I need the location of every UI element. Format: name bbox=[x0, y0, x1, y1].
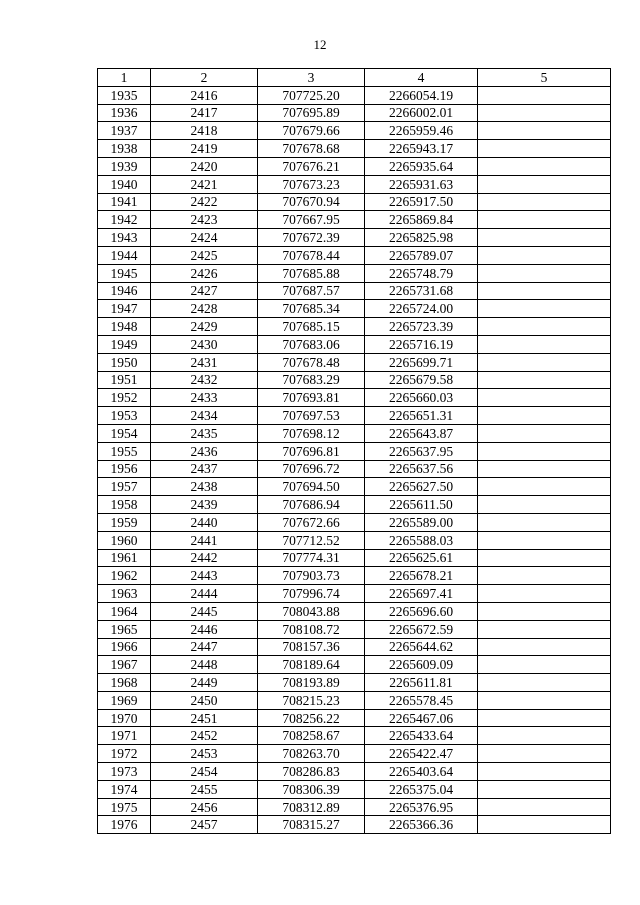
y-coordinate-cell: 2265611.81 bbox=[365, 674, 478, 692]
note-cell bbox=[478, 122, 611, 140]
x-coordinate-cell: 707996.74 bbox=[258, 585, 365, 603]
point-number-cell: 2423 bbox=[151, 211, 258, 229]
y-coordinate-cell: 2265588.03 bbox=[365, 531, 478, 549]
y-coordinate-cell: 2265672.59 bbox=[365, 620, 478, 638]
point-number-cell: 2422 bbox=[151, 193, 258, 211]
row-number-cell: 1971 bbox=[98, 727, 151, 745]
x-coordinate-cell: 707685.34 bbox=[258, 300, 365, 318]
note-cell bbox=[478, 229, 611, 247]
note-cell bbox=[478, 140, 611, 158]
row-number-cell: 1946 bbox=[98, 282, 151, 300]
note-cell bbox=[478, 531, 611, 549]
point-number-cell: 2436 bbox=[151, 442, 258, 460]
x-coordinate-cell: 707693.81 bbox=[258, 389, 365, 407]
table-row bbox=[98, 585, 611, 603]
table-body bbox=[98, 86, 611, 833]
y-coordinate-cell: 2265724.00 bbox=[365, 300, 478, 318]
note-cell bbox=[478, 389, 611, 407]
row-number-cell: 1942 bbox=[98, 211, 151, 229]
point-number-cell: 2417 bbox=[151, 104, 258, 122]
row-number-cell: 1958 bbox=[98, 496, 151, 514]
note-cell bbox=[478, 86, 611, 104]
row-number-cell: 1956 bbox=[98, 460, 151, 478]
x-coordinate-cell: 707670.94 bbox=[258, 193, 365, 211]
x-coordinate-cell: 707672.66 bbox=[258, 513, 365, 531]
row-number-cell: 1962 bbox=[98, 567, 151, 585]
x-coordinate-cell: 708043.88 bbox=[258, 602, 365, 620]
x-coordinate-cell: 707712.52 bbox=[258, 531, 365, 549]
point-number-cell: 2426 bbox=[151, 264, 258, 282]
point-number-cell: 2435 bbox=[151, 424, 258, 442]
note-cell bbox=[478, 442, 611, 460]
row-number-cell: 1936 bbox=[98, 104, 151, 122]
table-row bbox=[98, 620, 611, 638]
y-coordinate-cell: 2265433.64 bbox=[365, 727, 478, 745]
table-row bbox=[98, 175, 611, 193]
row-number-cell: 1970 bbox=[98, 709, 151, 727]
x-coordinate-cell: 708286.83 bbox=[258, 763, 365, 781]
table-row bbox=[98, 122, 611, 140]
point-number-cell: 2449 bbox=[151, 674, 258, 692]
table-row bbox=[98, 638, 611, 656]
x-coordinate-cell: 707696.81 bbox=[258, 442, 365, 460]
note-cell bbox=[478, 727, 611, 745]
table-row bbox=[98, 780, 611, 798]
x-coordinate-cell: 708256.22 bbox=[258, 709, 365, 727]
note-cell bbox=[478, 335, 611, 353]
x-coordinate-cell: 707774.31 bbox=[258, 549, 365, 567]
y-coordinate-cell: 2265696.60 bbox=[365, 602, 478, 620]
point-number-cell: 2444 bbox=[151, 585, 258, 603]
row-number-cell: 1940 bbox=[98, 175, 151, 193]
point-number-cell: 2438 bbox=[151, 478, 258, 496]
y-coordinate-cell: 2265959.46 bbox=[365, 122, 478, 140]
row-number-cell: 1935 bbox=[98, 86, 151, 104]
y-coordinate-cell: 2265375.04 bbox=[365, 780, 478, 798]
point-number-cell: 2425 bbox=[151, 246, 258, 264]
row-number-cell: 1948 bbox=[98, 318, 151, 336]
table-row bbox=[98, 567, 611, 585]
row-number-cell: 1945 bbox=[98, 264, 151, 282]
row-number-cell: 1943 bbox=[98, 229, 151, 247]
note-cell bbox=[478, 585, 611, 603]
row-number-cell: 1939 bbox=[98, 157, 151, 175]
note-cell bbox=[478, 424, 611, 442]
y-coordinate-cell: 2265825.98 bbox=[365, 229, 478, 247]
note-cell bbox=[478, 780, 611, 798]
x-coordinate-cell: 708157.36 bbox=[258, 638, 365, 656]
x-coordinate-cell: 708193.89 bbox=[258, 674, 365, 692]
note-cell bbox=[478, 211, 611, 229]
x-coordinate-cell: 707903.73 bbox=[258, 567, 365, 585]
note-cell bbox=[478, 656, 611, 674]
table-row bbox=[98, 246, 611, 264]
x-coordinate-cell: 707685.15 bbox=[258, 318, 365, 336]
x-coordinate-cell: 707697.53 bbox=[258, 407, 365, 425]
table-row bbox=[98, 282, 611, 300]
table-row bbox=[98, 86, 611, 104]
x-coordinate-cell: 707683.06 bbox=[258, 335, 365, 353]
y-coordinate-cell: 2265651.31 bbox=[365, 407, 478, 425]
point-number-cell: 2439 bbox=[151, 496, 258, 514]
y-coordinate-cell: 2265723.39 bbox=[365, 318, 478, 336]
y-coordinate-cell: 2265366.36 bbox=[365, 816, 478, 834]
point-number-cell: 2433 bbox=[151, 389, 258, 407]
point-number-cell: 2430 bbox=[151, 335, 258, 353]
note-cell bbox=[478, 691, 611, 709]
table-row bbox=[98, 656, 611, 674]
y-coordinate-cell: 2265609.09 bbox=[365, 656, 478, 674]
page-number: 12 bbox=[313, 37, 327, 52]
coordinates-table bbox=[97, 68, 611, 834]
x-coordinate-cell: 707678.48 bbox=[258, 353, 365, 371]
row-number-cell: 1947 bbox=[98, 300, 151, 318]
note-cell bbox=[478, 513, 611, 531]
x-coordinate-cell: 707685.88 bbox=[258, 264, 365, 282]
row-number-cell: 1968 bbox=[98, 674, 151, 692]
point-number-cell: 2445 bbox=[151, 602, 258, 620]
y-coordinate-cell: 2265869.84 bbox=[365, 211, 478, 229]
y-coordinate-cell: 2265627.50 bbox=[365, 478, 478, 496]
note-cell bbox=[478, 353, 611, 371]
x-coordinate-cell: 708215.23 bbox=[258, 691, 365, 709]
table-row bbox=[98, 104, 611, 122]
table-row bbox=[98, 478, 611, 496]
x-coordinate-cell: 708108.72 bbox=[258, 620, 365, 638]
x-coordinate-cell: 708312.89 bbox=[258, 798, 365, 816]
row-number-cell: 1937 bbox=[98, 122, 151, 140]
note-cell bbox=[478, 371, 611, 389]
point-number-cell: 2437 bbox=[151, 460, 258, 478]
note-cell bbox=[478, 318, 611, 336]
y-coordinate-cell: 2265935.64 bbox=[365, 157, 478, 175]
y-coordinate-cell: 2265625.61 bbox=[365, 549, 478, 567]
x-coordinate-cell: 708258.67 bbox=[258, 727, 365, 745]
x-coordinate-cell: 707698.12 bbox=[258, 424, 365, 442]
row-number-cell: 1952 bbox=[98, 389, 151, 407]
y-coordinate-cell: 2265748.79 bbox=[365, 264, 478, 282]
note-cell bbox=[478, 157, 611, 175]
row-number-cell: 1960 bbox=[98, 531, 151, 549]
x-coordinate-cell: 707673.23 bbox=[258, 175, 365, 193]
y-coordinate-cell: 2265931.63 bbox=[365, 175, 478, 193]
y-coordinate-cell: 2265403.64 bbox=[365, 763, 478, 781]
row-number-cell: 1959 bbox=[98, 513, 151, 531]
point-number-cell: 2429 bbox=[151, 318, 258, 336]
row-number-cell: 1973 bbox=[98, 763, 151, 781]
y-coordinate-cell: 2265716.19 bbox=[365, 335, 478, 353]
table-row bbox=[98, 353, 611, 371]
y-coordinate-cell: 2265678.21 bbox=[365, 567, 478, 585]
y-coordinate-cell: 2265376.95 bbox=[365, 798, 478, 816]
point-number-cell: 2424 bbox=[151, 229, 258, 247]
note-cell bbox=[478, 300, 611, 318]
column-header-2: 2 bbox=[151, 69, 258, 87]
note-cell bbox=[478, 620, 611, 638]
y-coordinate-cell: 2266002.01 bbox=[365, 104, 478, 122]
table-header-row bbox=[98, 69, 611, 87]
y-coordinate-cell: 2265637.95 bbox=[365, 442, 478, 460]
x-coordinate-cell: 707676.21 bbox=[258, 157, 365, 175]
x-coordinate-cell: 707683.29 bbox=[258, 371, 365, 389]
table-row bbox=[98, 264, 611, 282]
table-row bbox=[98, 602, 611, 620]
x-coordinate-cell: 708263.70 bbox=[258, 745, 365, 763]
x-coordinate-cell: 707695.89 bbox=[258, 104, 365, 122]
row-number-cell: 1950 bbox=[98, 353, 151, 371]
table-row bbox=[98, 389, 611, 407]
point-number-cell: 2440 bbox=[151, 513, 258, 531]
x-coordinate-cell: 707694.50 bbox=[258, 478, 365, 496]
note-cell bbox=[478, 478, 611, 496]
table-row bbox=[98, 691, 611, 709]
row-number-cell: 1951 bbox=[98, 371, 151, 389]
y-coordinate-cell: 2265467.06 bbox=[365, 709, 478, 727]
y-coordinate-cell: 2265637.56 bbox=[365, 460, 478, 478]
point-number-cell: 2457 bbox=[151, 816, 258, 834]
y-coordinate-cell: 2265699.71 bbox=[365, 353, 478, 371]
point-number-cell: 2448 bbox=[151, 656, 258, 674]
x-coordinate-cell: 708189.64 bbox=[258, 656, 365, 674]
point-number-cell: 2446 bbox=[151, 620, 258, 638]
row-number-cell: 1965 bbox=[98, 620, 151, 638]
table-row bbox=[98, 727, 611, 745]
column-header-4: 4 bbox=[365, 69, 478, 87]
row-number-cell: 1966 bbox=[98, 638, 151, 656]
note-cell bbox=[478, 496, 611, 514]
point-number-cell: 2427 bbox=[151, 282, 258, 300]
x-coordinate-cell: 708315.27 bbox=[258, 816, 365, 834]
row-number-cell: 1969 bbox=[98, 691, 151, 709]
point-number-cell: 2431 bbox=[151, 353, 258, 371]
note-cell bbox=[478, 763, 611, 781]
table-row bbox=[98, 513, 611, 531]
note-cell bbox=[478, 407, 611, 425]
note-cell bbox=[478, 264, 611, 282]
table-row bbox=[98, 745, 611, 763]
note-cell bbox=[478, 193, 611, 211]
row-number-cell: 1957 bbox=[98, 478, 151, 496]
x-coordinate-cell: 707667.95 bbox=[258, 211, 365, 229]
point-number-cell: 2416 bbox=[151, 86, 258, 104]
table-row bbox=[98, 407, 611, 425]
point-number-cell: 2434 bbox=[151, 407, 258, 425]
note-cell bbox=[478, 460, 611, 478]
row-number-cell: 1967 bbox=[98, 656, 151, 674]
table-row bbox=[98, 318, 611, 336]
y-coordinate-cell: 2265731.68 bbox=[365, 282, 478, 300]
row-number-cell: 1964 bbox=[98, 602, 151, 620]
point-number-cell: 2419 bbox=[151, 140, 258, 158]
table-row bbox=[98, 211, 611, 229]
table-row bbox=[98, 763, 611, 781]
note-cell bbox=[478, 175, 611, 193]
table-row bbox=[98, 709, 611, 727]
note-cell bbox=[478, 602, 611, 620]
row-number-cell: 1955 bbox=[98, 442, 151, 460]
point-number-cell: 2421 bbox=[151, 175, 258, 193]
point-number-cell: 2456 bbox=[151, 798, 258, 816]
row-number-cell: 1954 bbox=[98, 424, 151, 442]
point-number-cell: 2443 bbox=[151, 567, 258, 585]
point-number-cell: 2451 bbox=[151, 709, 258, 727]
note-cell bbox=[478, 282, 611, 300]
x-coordinate-cell: 707678.44 bbox=[258, 246, 365, 264]
point-number-cell: 2441 bbox=[151, 531, 258, 549]
table-row bbox=[98, 229, 611, 247]
point-number-cell: 2418 bbox=[151, 122, 258, 140]
table-row bbox=[98, 549, 611, 567]
note-cell bbox=[478, 104, 611, 122]
point-number-cell: 2442 bbox=[151, 549, 258, 567]
table-row bbox=[98, 157, 611, 175]
table-row bbox=[98, 674, 611, 692]
table-row bbox=[98, 531, 611, 549]
row-number-cell: 1949 bbox=[98, 335, 151, 353]
row-number-cell: 1938 bbox=[98, 140, 151, 158]
y-coordinate-cell: 2265643.87 bbox=[365, 424, 478, 442]
note-cell bbox=[478, 246, 611, 264]
x-coordinate-cell: 707672.39 bbox=[258, 229, 365, 247]
note-cell bbox=[478, 798, 611, 816]
point-number-cell: 2447 bbox=[151, 638, 258, 656]
note-cell bbox=[478, 549, 611, 567]
table-row bbox=[98, 140, 611, 158]
table-row bbox=[98, 460, 611, 478]
row-number-cell: 1953 bbox=[98, 407, 151, 425]
row-number-cell: 1975 bbox=[98, 798, 151, 816]
y-coordinate-cell: 2266054.19 bbox=[365, 86, 478, 104]
x-coordinate-cell: 708306.39 bbox=[258, 780, 365, 798]
x-coordinate-cell: 707679.66 bbox=[258, 122, 365, 140]
y-coordinate-cell: 2265917.50 bbox=[365, 193, 478, 211]
point-number-cell: 2455 bbox=[151, 780, 258, 798]
y-coordinate-cell: 2265697.41 bbox=[365, 585, 478, 603]
y-coordinate-cell: 2265611.50 bbox=[365, 496, 478, 514]
point-number-cell: 2453 bbox=[151, 745, 258, 763]
y-coordinate-cell: 2265644.62 bbox=[365, 638, 478, 656]
x-coordinate-cell: 707678.68 bbox=[258, 140, 365, 158]
point-number-cell: 2452 bbox=[151, 727, 258, 745]
table-row bbox=[98, 193, 611, 211]
table-row bbox=[98, 798, 611, 816]
table-row bbox=[98, 496, 611, 514]
note-cell bbox=[478, 745, 611, 763]
y-coordinate-cell: 2265422.47 bbox=[365, 745, 478, 763]
table-row bbox=[98, 371, 611, 389]
point-number-cell: 2420 bbox=[151, 157, 258, 175]
note-cell bbox=[478, 709, 611, 727]
row-number-cell: 1976 bbox=[98, 816, 151, 834]
y-coordinate-cell: 2265943.17 bbox=[365, 140, 478, 158]
point-number-cell: 2432 bbox=[151, 371, 258, 389]
column-header-5: 5 bbox=[478, 69, 611, 87]
table-row bbox=[98, 816, 611, 834]
column-header-3: 3 bbox=[258, 69, 365, 87]
note-cell bbox=[478, 816, 611, 834]
note-cell bbox=[478, 567, 611, 585]
point-number-cell: 2450 bbox=[151, 691, 258, 709]
x-coordinate-cell: 707686.94 bbox=[258, 496, 365, 514]
row-number-cell: 1974 bbox=[98, 780, 151, 798]
table-row bbox=[98, 442, 611, 460]
row-number-cell: 1961 bbox=[98, 549, 151, 567]
point-number-cell: 2454 bbox=[151, 763, 258, 781]
row-number-cell: 1941 bbox=[98, 193, 151, 211]
y-coordinate-cell: 2265578.45 bbox=[365, 691, 478, 709]
y-coordinate-cell: 2265589.00 bbox=[365, 513, 478, 531]
row-number-cell: 1944 bbox=[98, 246, 151, 264]
x-coordinate-cell: 707696.72 bbox=[258, 460, 365, 478]
y-coordinate-cell: 2265679.58 bbox=[365, 371, 478, 389]
table-row bbox=[98, 300, 611, 318]
row-number-cell: 1972 bbox=[98, 745, 151, 763]
point-number-cell: 2428 bbox=[151, 300, 258, 318]
y-coordinate-cell: 2265660.03 bbox=[365, 389, 478, 407]
x-coordinate-cell: 707725.20 bbox=[258, 86, 365, 104]
y-coordinate-cell: 2265789.07 bbox=[365, 246, 478, 264]
row-number-cell: 1963 bbox=[98, 585, 151, 603]
x-coordinate-cell: 707687.57 bbox=[258, 282, 365, 300]
table-row bbox=[98, 424, 611, 442]
note-cell bbox=[478, 638, 611, 656]
table-row bbox=[98, 335, 611, 353]
note-cell bbox=[478, 674, 611, 692]
column-header-1: 1 bbox=[98, 69, 151, 87]
